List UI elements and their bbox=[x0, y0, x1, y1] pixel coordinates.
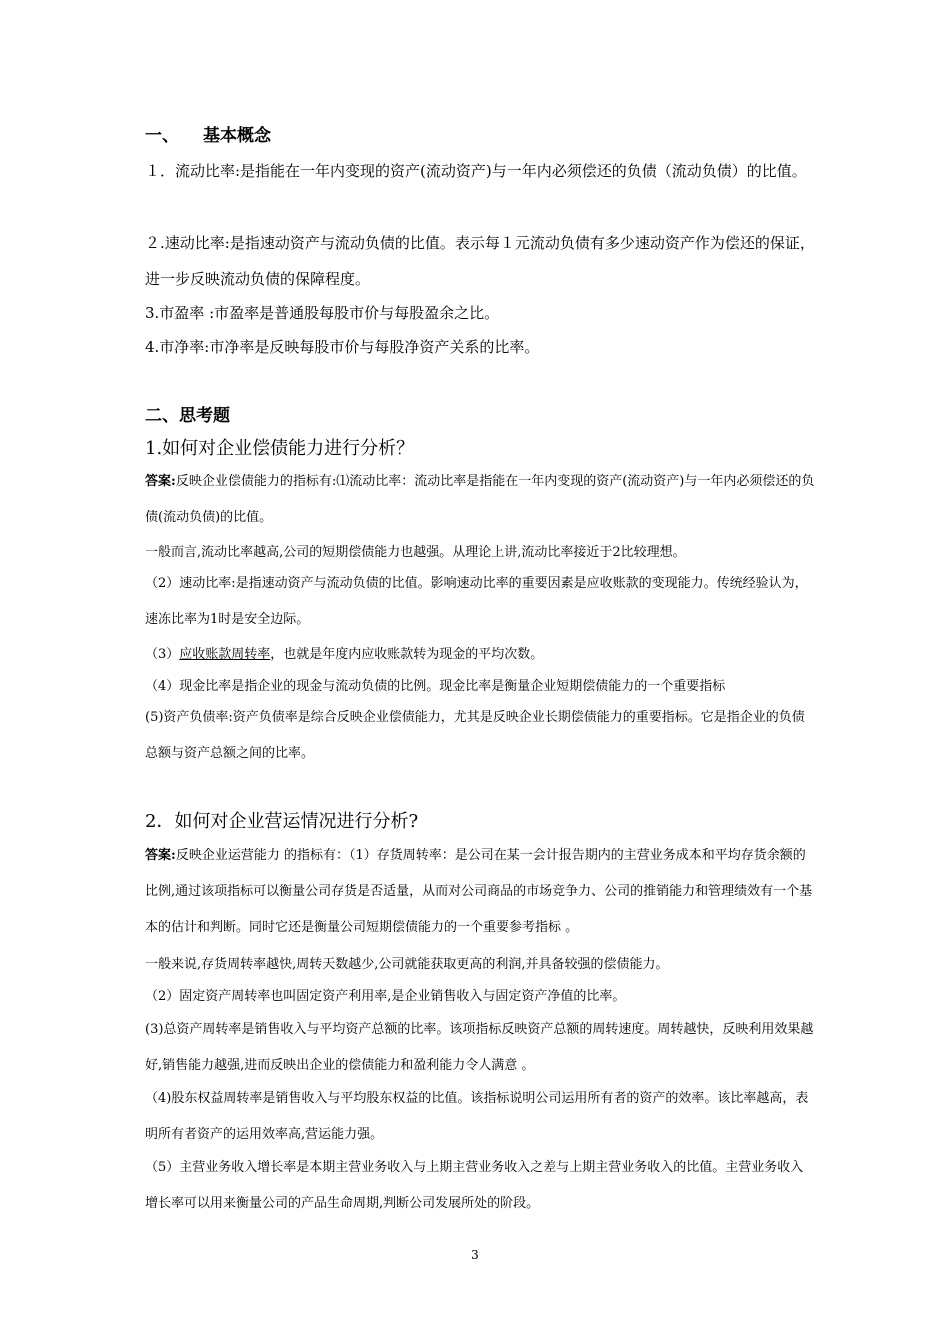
receivables-turnover-link[interactable]: 应收账款周转率 bbox=[179, 647, 271, 662]
q1-paragraph-4 bbox=[145, 645, 815, 665]
section1-number: 一、 bbox=[145, 126, 179, 146]
q2-answer-label: 答案: bbox=[145, 848, 176, 863]
section1-title: 基本概念 bbox=[203, 126, 271, 146]
q1-paragraph-2: 一般而言,流动比率越高,公司的短期偿债能力也越强。从理论上讲,流动比率接近于2比较理想。 bbox=[145, 545, 686, 560]
question-2: 2．如何对企业营运情况进行分析? bbox=[145, 811, 419, 832]
q1-paragraph-3: （2）速动比率:是指速动资产与流动负债的比值。影响速动比率的重要因素是应收账款的变现能力。传统经验认为，速冻比率为1时是安全边际。 bbox=[145, 576, 808, 627]
section2-heading: 二、思考题 bbox=[145, 406, 230, 426]
q2-paragraph-2: 一般来说,存货周转率越快,周转天数越少,公司就能获取更高的利润,并具备较强的偿债能力。 bbox=[145, 957, 669, 972]
q1-p4-suffix: ，也就是年度内应收账款转为现金的平均次数。 bbox=[270, 647, 544, 662]
q2-paragraph-5: （4)股东权益周转率是销售收入与平均股东权益的比值。该指标说明公司运用所有者的资产的效率。该比率越高，表明所有者资产的运用效率高,营运能力强。 bbox=[145, 1091, 809, 1142]
q1-paragraph-6: (5)资产负债率:资产负债率是综合反映企业偿债能力，尤其是反映企业长期偿债能力的重要指标。它是指企业的负债总额与资产总额之间的比率。 bbox=[145, 710, 805, 761]
concept-item-3: 3.市盈率 :市盈率是普通股每股市价与每股盈余之比。 bbox=[145, 304, 500, 322]
q2-paragraph-4: (3)总资产周转率是销售收入与平均资产总额的比率。该项指标反映资产总额的周转速度。周转越快，反映利用效果越好,销售能力越强,进而反映出企业的偿债能力和盈利能力令人满意 。 bbox=[145, 1022, 814, 1073]
q1-paragraph-5: （4）现金比率是指企业的现金与流动负债的比例。现金比率是衡量企业短期偿债能力的一个重要指标 bbox=[145, 679, 726, 694]
section1-heading bbox=[145, 125, 815, 147]
concept-item-4: 4.市净率:市净率是反映每股市价与每股净资产关系的比率。 bbox=[145, 338, 540, 356]
q1-p4-prefix: （3） bbox=[145, 647, 180, 662]
page-number: 3 bbox=[471, 1248, 479, 1262]
q2-answer-text: 反映企业运营能力 的指标有：（1）存货周转率：是公司在某一会计报告期内的主营业务成本和平均存货余额的比例,通过该项指标可以衡量公司存货是否适量，从而对公司商品的市场竞争力、公司的推销能力和管理绩效有一个基本的估计和判断。同时它还是衡量公司短期偿债能力的一个重要参考指标 。 bbox=[145, 848, 813, 935]
q1-answer-intro bbox=[145, 464, 815, 536]
q2-answer-intro bbox=[145, 838, 815, 946]
concept-item-2: ２.速动比率:是指速动资产与流动负债的比值。表示每１元流动负债有多少速动资产作为偿还的保证，进一步反映流动负债的保障程度。 bbox=[145, 234, 815, 288]
q2-paragraph-6: （5）主营业务收入增长率是本期主营业务收入与上期主营业务收入之差与上期主营业务收入的比值。主营业务收入增长率可以用来衡量公司的产品生命周期,判断公司发展所处的阶段。 bbox=[145, 1160, 804, 1211]
question-1: 1.如何对企业偿债能力进行分析？ bbox=[145, 438, 415, 459]
q2-paragraph-3: （2）固定资产周转率也叫固定资产利用率,是企业销售收入与固定资产净值的比率。 bbox=[145, 989, 626, 1004]
q1-answer-label: 答案: bbox=[145, 474, 176, 489]
concept-item-1: １．流动比率:是指能在一年内变现的资产(流动资产)与一年内必须偿还的负债（流动负债）的比值。 bbox=[145, 162, 807, 180]
q1-answer-text: 反映企业偿债能力的指标有:⑴流动比率：流动比率是指能在一年内变现的资产(流动资产)与一年内必须偿还的负债(流动负债)的比值。 bbox=[145, 474, 815, 525]
